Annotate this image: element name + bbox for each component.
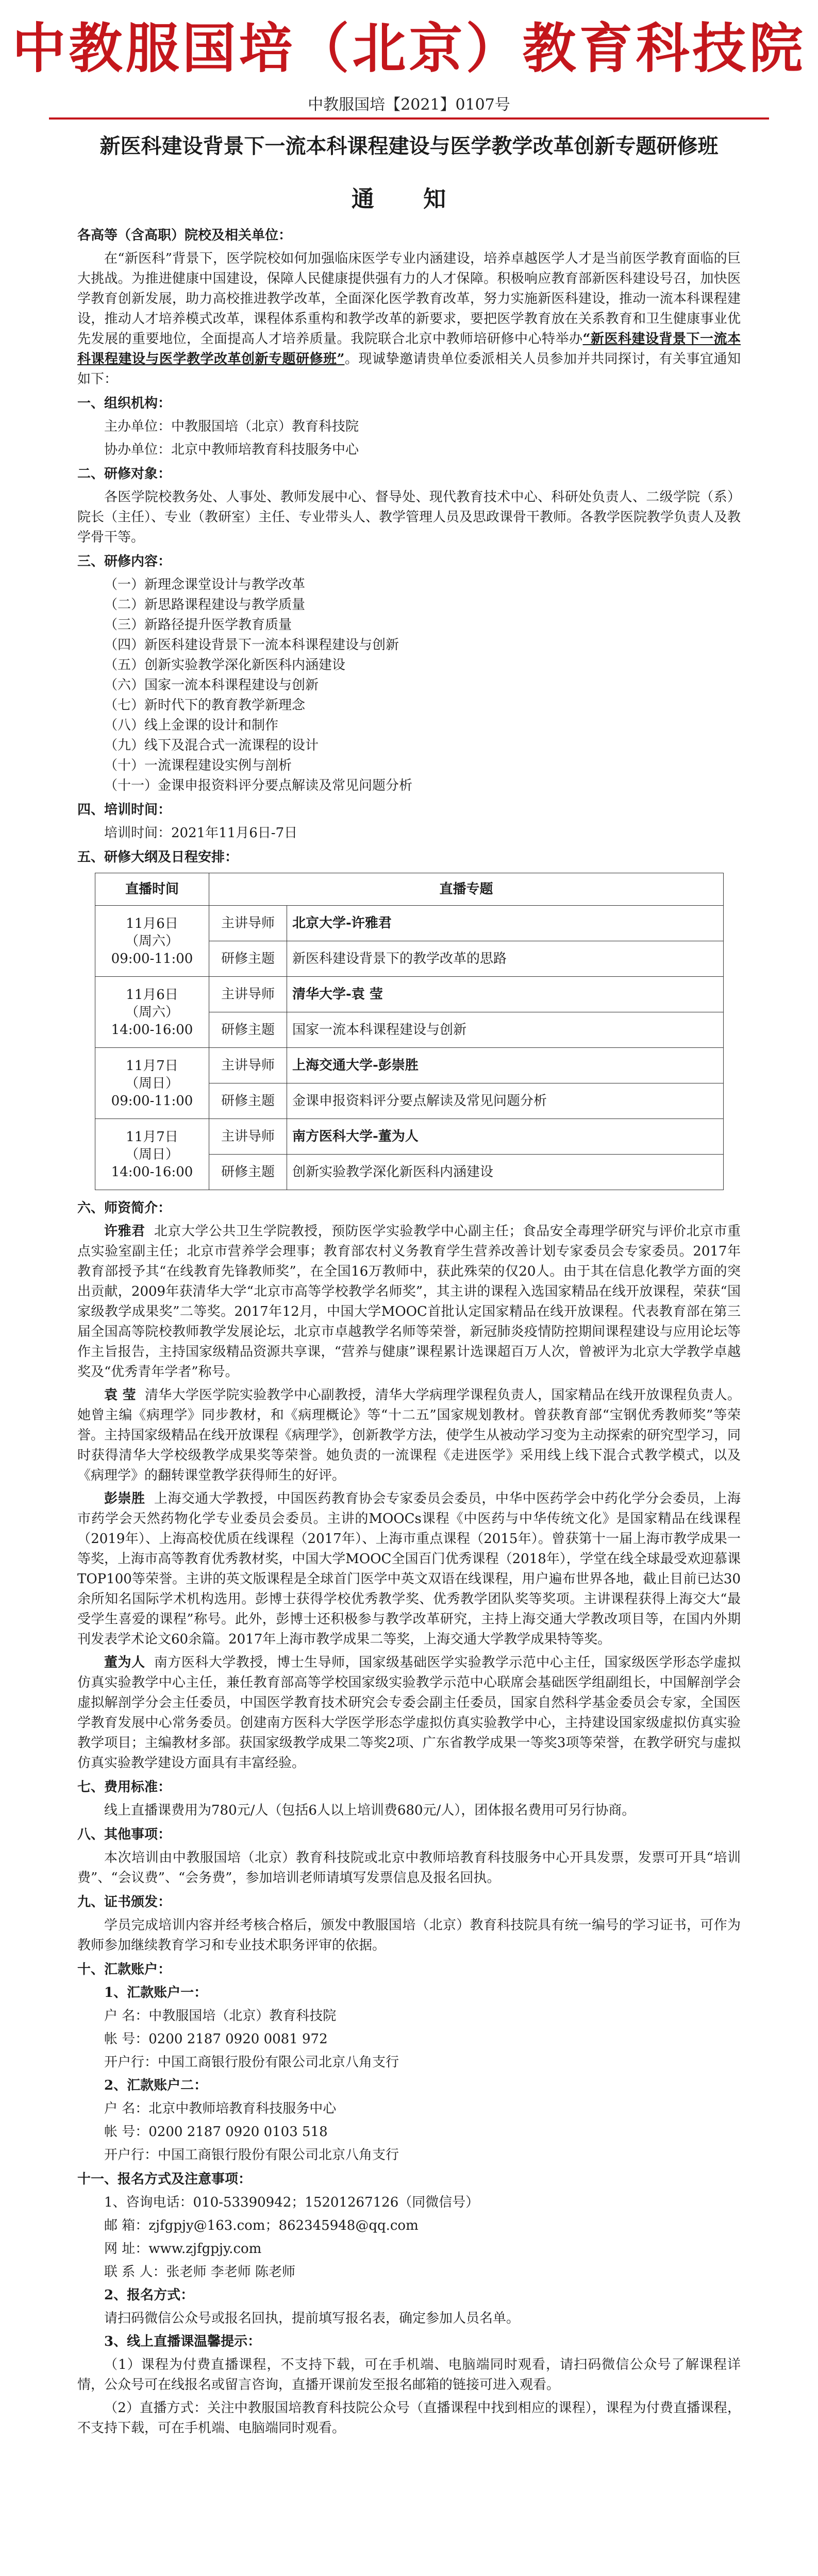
teacher-name: 许雅君 [104,1224,145,1239]
teacher-text: 上海交通大学教授，中国医药教育协会专家委员会委员，中华中医药学会中药化学分会委员，上海市药学会天然药物化学专业委员会委员。主讲的MOOCs课程《中医药与中华传统文化》是国家精品在线课程（2019年）、上海高校优质在线课程（2017年）、上海市重点课程（2015年）。曾获第十一届上海市教学成果一等奖，上海市高等教育优秀教材奖，中国大学MOOC全国百门优秀课程（2018年），学堂在线全球最受欢迎慕课TOP100等荣誉。主讲的英文版课程是全球首门医学中英文双语在线课程，用户遍布世界各地，截止目前已达30余所知名国际学术机构选用。彭博士获得学校优秀教学奖、优秀教学团队奖等奖项。主讲课程获得上海交大“最受学生喜爱的课程”称号。此外，彭博士还积极参与教学改革研究，主持上海交通大学教改项目等，在国内外期刊发表学术论文60余篇。2017年上海市教学成果二等奖，上海交通大学教学成果特等奖。 [77,1491,741,1647]
contact-email: 邮 箱：zjfgpjy@163.com；862345948@qq.com [104,2218,419,2233]
organizer-line: 主办单位：中教服国培（北京）教育科技院 [104,419,359,434]
header-divider [49,117,769,120]
account2-heading: 2、汇款账户二： [104,2078,208,2093]
intro-text: 在“新医科”背景下，医学院校如何加强临床医学专业内涵建设，培养卓越医学人才是当前医学教育面临的巨大挑战。为推进健康中国建设，保障人民健康提供强有力的人才保障。积极响应教育部新医科建设号召，加快医学教育创新发展，助力高校推进教学改革，全面深化医学教育改革，努力实施新医科建设，推动一流本科课程建设，推动人才培养模式改革，课程体系重构和教学改革的新要求，要把医学教育放在关系教育和卫生健康事业优先发展的重要地位，全面提高人才培养质量。我院联合北京中教师培研修中心特举办 [77,251,741,347]
target-text: 各医学院校教务处、人事处、教师发展中心、督导处、现代教育技术中心、科研处负责人、二级学院（系）院长（主任）、专业（教研室）主任、专业带头人、教学管理人员及思政课骨干教师。各教学医院教学负责人及教学骨干等。 [77,489,741,545]
section-account-heading: 十、汇款账户： [77,1962,172,1977]
signup-method-text: 请扫码微信公众号或报名回执，提前填写报名表，确定参加人员名单。 [104,2311,520,2326]
teacher-bio-dong [77,1653,741,1773]
section-fee-heading: 七、费用标准： [77,1780,172,1795]
date-time: 14:00-16:00 [111,1164,193,1180]
co-organizer-line: 协办单位：北京中教师培教育科技服务中心 [104,442,359,457]
schedule-date [95,1048,209,1119]
date-weekday: （周日） [125,1075,179,1091]
speaker-role: 主讲导师 [209,906,287,941]
intro-paragraph [77,249,741,389]
date-time: 09:00-11:00 [111,1093,193,1109]
section-teachers-heading: 六、师资简介： [77,1200,172,1216]
date-time: 09:00-11:00 [111,951,193,967]
topic-title: 国家一流本科课程建设与创新 [287,1012,724,1048]
section-other-heading: 八、其他事项： [77,1827,172,1842]
teacher-bio-yuan [77,1385,741,1486]
teacher-bio-xu [77,1222,741,1382]
teacher-name: 袁 莹 [104,1387,136,1403]
speaker-name: 南方医科大学-董为人 [287,1119,724,1155]
list-item: （三）新路径提升医学教育质量 [104,617,292,633]
live-tips-heading: 3、线上直播课温馨提示： [104,2334,261,2349]
section-topics-heading: 三、研修内容： [77,554,172,569]
contact-phone: 1、咨询电话：010-53390942；15201267126（同微信号） [104,2195,479,2210]
table-row [95,977,724,1012]
teacher-name: 彭崇胜 [104,1491,145,1506]
list-item: （五）创新实验教学深化新医科内涵建设 [104,657,346,673]
certificate-text: 学员完成培训内容并经考核合格后，颁发中教服国培（北京）教育科技院具有统一编号的学习证书，可作为教师参加继续教育学习和专业技术职务评审的依据。 [77,1918,741,1953]
signup-method-heading: 2、报名方式： [104,2287,194,2303]
speaker-role: 主讲导师 [209,1119,287,1155]
date-weekday: （周日） [125,1146,179,1162]
list-item: （二）新思路课程建设与教学质量 [104,597,306,613]
list-item: （十一）金课申报资料评分要点解读及常见问题分析 [104,778,413,793]
topics-list [77,575,741,796]
topic-title: 新医科建设背景下的教学改革的思路 [287,941,724,977]
time-text: 培训时间：2021年11月6日-7日 [104,825,298,841]
fee-text: 线上直播课费用为780元/人（包括6人以上培训费680元/人），团体报名费用可另行协商。 [104,1803,636,1818]
schedule-date [95,906,209,977]
teacher-name: 董为人 [104,1655,145,1670]
speaker-name: 北京大学-许雅君 [287,906,724,941]
account1-heading: 1、汇款账户一： [104,1985,208,2001]
section-schedule-heading: 五、研修大纲及日程安排： [77,850,239,865]
account1-number: 帐 号：0200 2187 0920 0081 972 [104,2031,328,2047]
table-header-date: 直播时间 [95,873,209,906]
schedule-date [95,977,209,1048]
date-time: 14:00-16:00 [111,1022,193,1038]
account2-name: 户 名：北京中教师培教育科技服务中心 [104,2101,337,2116]
topic-role: 研修主题 [209,1083,287,1119]
section-organization-heading: 一、组织机构： [77,396,172,411]
table-row [95,1119,724,1155]
date-day: 11月7日 [126,1058,178,1074]
live-tips-1: （1）课程为付费直播课程，不支持下载，可在手机端、电脑端同时观看，请扫码微信公众号了解课程详情，公众号可在线报名或留言咨询，直播开课前发至报名邮箱的链接可进入观看。 [77,2357,741,2393]
intro-tail: 。现诚挚邀请贵单位委派相关人员参加并共同探讨，有关事宜通知如下： [77,351,741,387]
list-item: （九）线下及混合式一流课程的设计 [104,738,319,753]
speaker-name: 清华大学-袁 莹 [287,977,724,1012]
teacher-text: 北京大学公共卫生学院教授，预防医学实验教学中心副主任；食品安全毒理学研究与评价北京市重点实验室副主任；北京市营养学会理事；教育部农村义务教育学生营养改善计划专家委员会专家委员。2017年教育部授予其“在线教育先锋教师奖”，在全国16万教师中，获此殊荣的仅20人。由于其在信息化教学方面的突出贡献，2009年获清华大学“北京市高等学校教学名师奖”，其主讲的课程入选国家精品在线开放课程，荣获“国家级教学成果奖”二等奖。2017年12月，中国大学MOOC首批认定国家精品在线开放课程。代表教育部在第三届全国高等院校教师教学发展论坛，北京市卓越教学名师等荣誉，新冠肺炎疫情防控期间课程建设与应用论坛等作主旨报告，主持国家级精品资源共享课，“营养与健康”课程累计选课超百万人次，曾被评为北京大学教学卓越奖及“优秀青年学者”称号。 [77,1224,741,1380]
section-contact-heading: 十一、报名方式及注意事项： [77,2172,252,2187]
topic-title: 金课申报资料评分要点解读及常见问题分析 [287,1083,724,1119]
schedule-date [95,1119,209,1190]
salutation: 各高等（含高职）院校及相关单位： [77,228,292,243]
list-item: （四）新医科建设背景下一流本科课程建设与创新 [104,637,399,653]
topic-title: 创新实验教学深化新医科内涵建设 [287,1155,724,1190]
schedule-table [95,873,724,1190]
topic-role: 研修主题 [209,1012,287,1048]
teacher-text: 南方医科大学教授，博士生导师，国家级基础医学实验教学示范中心主任，国家级医学形态学虚拟仿真实验教学中心主任，兼任教育部高等学校国家级实验教学示范中心联席会基础医学组副组长，中国解剖学会虚拟解剖学分会主任委员，中国医学教育技术研究会专委会副主任委员，国家自然科学基金委员会专家，全国医学教育发展中心常务委员。创建南方医科大学医学形态学虚拟仿真实验教学中心，主持建设国家级虚拟仿真实验教学项目；主编教材多部。获国家级教学成果二等奖2项、广东省教学成果一等奖3项等荣誉，在教学研究与虚拟仿真实验教学建设方面具有丰富经验。 [77,1655,741,1771]
list-item: （七）新时代下的教育教学新理念 [104,698,306,713]
intro-highlight: “新医科建设背景下一流本科课程建设与医学教学改革创新专题研修班” [77,331,741,367]
table-row [95,1048,724,1083]
other-text: 本次培训由中教服国培（北京）教育科技院或北京中教师培教育科技服务中心开具发票，发票可开具“培训费”、“会议费”、“会务费”，参加培训老师请填写发票信息及报名回执。 [77,1850,741,1886]
list-item: （八）线上金课的设计和制作 [104,718,279,733]
topic-role: 研修主题 [209,941,287,977]
date-weekday: （周六） [125,1004,179,1020]
section-target-heading: 二、研修对象： [77,466,172,482]
live-tips-2: （2）直播方式：关注中教服国培教育科技院公众号（直播课程中找到相应的课程），课程为付费直播课程，不支持下载，可在手机端、电脑端同时观看。 [77,2400,741,2436]
table-row [95,906,724,941]
account2-bank: 开户行：中国工商银行股份有限公司北京八角支行 [104,2147,399,2163]
date-day: 11月6日 [126,916,178,931]
speaker-name: 上海交通大学-彭崇胜 [287,1048,724,1083]
speaker-role: 主讲导师 [209,977,287,1012]
date-weekday: （周六） [125,933,179,949]
list-item: （一）新理念课堂设计与教学改革 [104,577,306,592]
document-subtitle: 通 知 [351,186,467,212]
list-item: （六）国家一流本科课程建设与创新 [104,677,319,693]
document-title: 新医科建设背景下一流本科课程建设与医学教学改革创新专题研修班 [99,134,719,158]
contact-website: 网 址：www.zjfgpjy.com [104,2241,262,2257]
account2-number: 帐 号：0200 2187 0920 0103 518 [104,2124,328,2140]
document-number: 中教服国培【2021】0107号 [308,96,510,114]
document-body [77,226,741,2442]
speaker-role: 主讲导师 [209,1048,287,1083]
teacher-text: 清华大学医学院实验教学中心副教授，清华大学病理学课程负责人，国家精品在线开放课程负责人。她曾主编《病理学》同步教材，和《病理概论》等“十二五”国家规划教材。曾获教育部“宝钢优秀教师奖”等荣誉。主持国家级精品在线开放课程《病理学》，创新教学方法，使学生从被动学习变为主动探索的研究型学习，同时获得清华大学校级教学成果奖等荣誉。她负责的一流课程《走进医学》采用线上线下混合式教学模式，以及《病理学》的翻转课堂教学获得师生的好评。 [77,1387,741,1483]
org-header-title: 中教服国培（北京）教育科技院 [12,17,806,80]
date-day: 11月7日 [126,1129,178,1145]
table-header-topic: 直播专题 [209,873,724,906]
section-time-heading: 四、培训时间： [77,802,172,818]
teacher-bio-peng [77,1489,741,1650]
date-day: 11月6日 [126,987,178,1003]
topic-role: 研修主题 [209,1155,287,1190]
list-item: （十）一流课程建设实例与剖析 [104,758,292,773]
account1-bank: 开户行：中国工商银行股份有限公司北京八角支行 [104,2055,399,2070]
contact-person: 联 系 人：张老师 李老师 陈老师 [104,2264,296,2280]
account1-name: 户 名：中教服国培（北京）教育科技院 [104,2008,337,2024]
section-certificate-heading: 九、证书颁发： [77,1894,172,1910]
